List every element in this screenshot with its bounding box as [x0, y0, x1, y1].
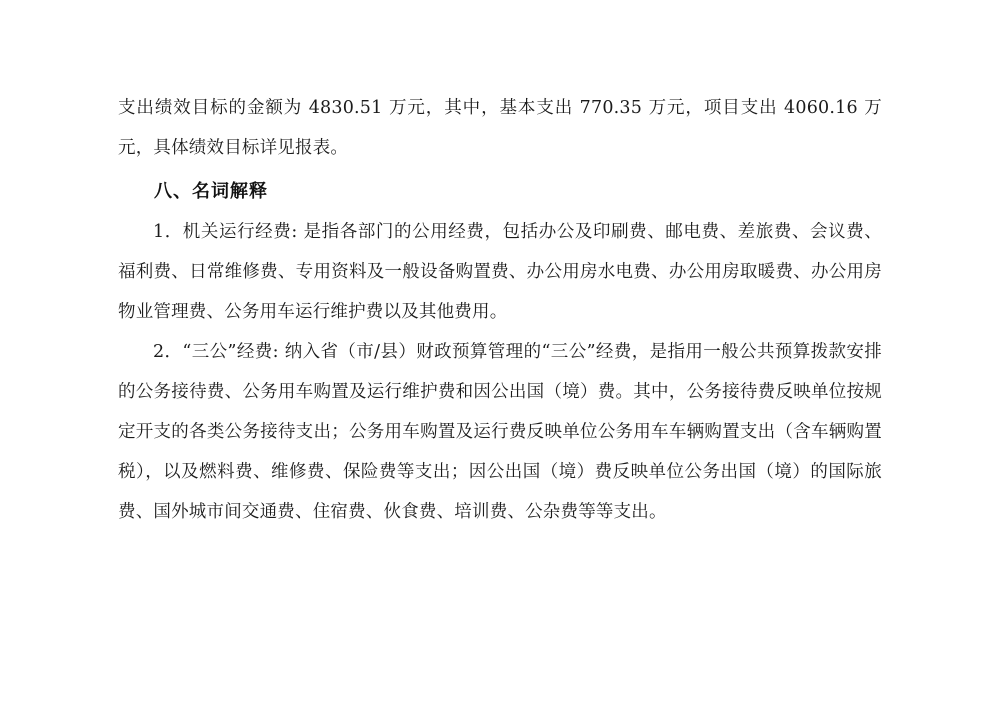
- section-heading-glossary: 八、名词解释: [154, 181, 268, 202]
- glossary-item-agency-operating-expenses: 1．机关运行经费: 是指各部门的公用经费，包括办公及印刷费、邮电费、差旅费、会议费、福利费、日常维修费、专用资料及一般设备购置费、办公用房水电费、办公用房取暖费、办公用房物业管理费、公务用车运行维护费以及其他费用。: [118, 222, 882, 322]
- spacer: [118, 168, 882, 170]
- document-body: [118, 88, 882, 532]
- glossary-item-three-public-expenses: 2．“三公”经费: 纳入省（市/县）财政预算管理的“三公”经费，是指用一般公共预算拨款安排的公务接待费、公务用车购置及运行维护费和因公出国（境）费。其中，公务接待费反映单位按规定开支的各类公务接待支出；公务用车购置及运行费反映单位公务用车车辆购置支出（含车辆购置税），以及燃料费、维修费、保险费等支出；因公出国（境）费反映单位公务出国（境）的国际旅费、国外城市间交通费、住宿费、伙食费、培训费、公杂费等等支出。: [118, 342, 882, 522]
- paragraph-performance-target: 支出绩效目标的金额为 4830.51 万元，其中，基本支出 770.35 万元，项目支出 4060.16 万元，具体绩效目标详见报表。: [118, 98, 882, 158]
